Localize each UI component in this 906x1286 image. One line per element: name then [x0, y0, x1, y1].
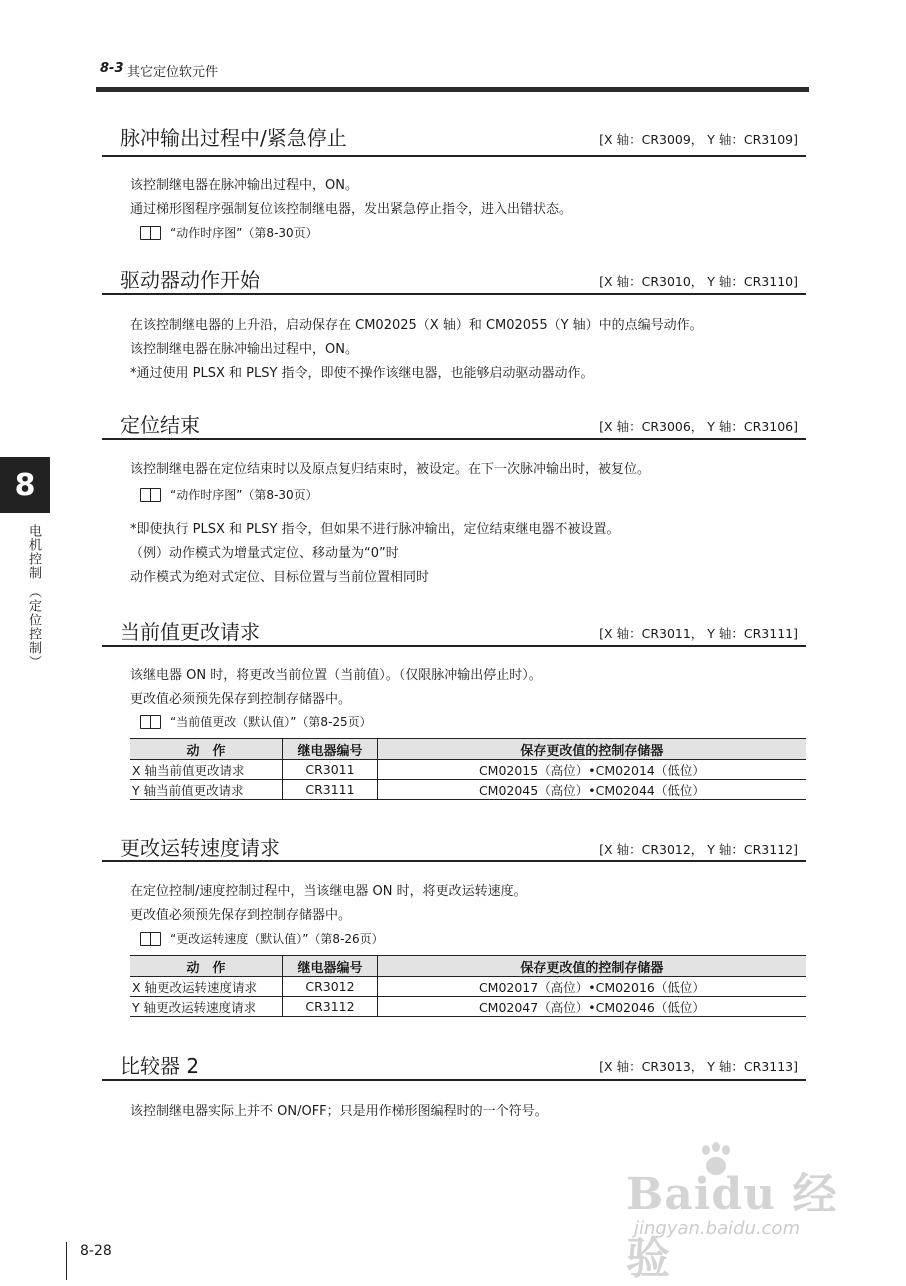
table-cell: CR3111 [283, 780, 378, 800]
table-cell: X 轴当前值更改请求 [130, 760, 283, 780]
table-cell: CM02045（高位）•CM02044（低位） [377, 780, 806, 800]
section-code-current-value-change: [X 轴：CR3011， Y 轴：CR3111] [599, 626, 798, 641]
table-cell: Y 轴更改运转速度请求 [130, 997, 283, 1017]
table-header-row [130, 739, 806, 760]
section-rule [102, 155, 806, 157]
reference-link[interactable] [140, 486, 318, 503]
table-row [130, 760, 806, 780]
chapter-side-label: 电机控制 （定位控制） [26, 524, 41, 670]
section-rule [102, 438, 806, 440]
chapter-number: 8-3 [100, 61, 124, 76]
reference-link[interactable] [140, 713, 372, 730]
table-header: 动 作 [130, 956, 283, 977]
section-rule [102, 293, 806, 295]
book-icon [140, 226, 162, 240]
current-value-table [130, 738, 806, 800]
section-code-comparator-2: [X 轴：CR3013， Y 轴：CR3113] [599, 1059, 798, 1074]
table-row [130, 997, 806, 1017]
paragraph: 该控制继电器在脉冲输出过程中，ON。 [130, 178, 358, 193]
table-header: 动 作 [130, 739, 283, 760]
paragraph: 该控制继电器在定位结束时以及原点复归结束时，被设定。在下一次脉冲输出时，被复位。 [130, 462, 651, 477]
note: *即使执行 PLSX 和 PLSY 指令，但如果不进行脉冲输出，定位结束继电器不被设置。 [130, 522, 620, 537]
watermark-url: jingyan.baidu.com [634, 1218, 801, 1239]
chapter-title: 其它定位软元件 [127, 65, 219, 80]
section-code-emergency-stop: [X 轴：CR3009， Y 轴：CR3109] [599, 132, 798, 147]
table-row [130, 780, 806, 800]
paragraph: 在该控制继电器的上升沿，启动保存在 CM02025（X 轴）和 CM02055（Y 轴）中的点编号动作。 [130, 318, 703, 333]
book-icon [140, 488, 162, 502]
paragraph: 该控制继电器实际上并不 ON/OFF；只是用作梯形图编程时的一个符号。 [130, 1104, 548, 1119]
paragraph: 该控制继电器在脉冲输出过程中，ON。 [130, 342, 358, 357]
table-cell: X 轴更改运转速度请求 [130, 977, 283, 997]
section-rule [102, 1079, 806, 1081]
reference-text: “动作时序图”（第8-30页） [170, 226, 318, 240]
section-title-comparator-2: 比较器 2 [120, 1054, 200, 1078]
section-rule [102, 645, 806, 647]
book-icon [140, 715, 162, 729]
section-code-positioning-end: [X 轴：CR3006， Y 轴：CR3106] [599, 419, 798, 434]
paragraph: *通过使用 PLSX 和 PLSY 指令，即使不操作该继电器，也能够启动驱动器动作。 [130, 366, 594, 381]
section-code-drive-start: [X 轴：CR3010， Y 轴：CR3110] [599, 274, 798, 289]
section-title-emergency-stop: 脉冲输出过程中/紧急停止 [120, 126, 347, 150]
page-number: 8-28 [80, 1243, 112, 1259]
section-title-current-value-change: 当前值更改请求 [120, 620, 260, 644]
reference-link[interactable] [140, 930, 384, 947]
table-header-row [130, 956, 806, 977]
paragraph: 更改值必须预先保存到控制存储器中。 [130, 692, 352, 707]
section-title-drive-start: 驱动器动作开始 [120, 268, 260, 292]
baidu-watermark [626, 1150, 846, 1284]
table-header: 继电器编号 [283, 739, 378, 760]
table-header: 保存更改值的控制存储器 [377, 739, 806, 760]
table-cell: CM02047（高位）•CM02046（低位） [377, 997, 806, 1017]
section-rule [102, 860, 806, 862]
reference-text: “动作时序图”（第8-30页） [170, 488, 318, 502]
section-title-speed-change: 更改运转速度请求 [120, 836, 280, 860]
table-cell: CM02015（高位）•CM02014（低位） [377, 760, 806, 780]
table-cell: CR3012 [283, 977, 378, 997]
table-row [130, 977, 806, 997]
section-code-speed-change: [X 轴：CR3012， Y 轴：CR3112] [599, 842, 798, 857]
table-cell: CR3112 [283, 997, 378, 1017]
table-cell: Y 轴当前值更改请求 [130, 780, 283, 800]
speed-change-table [130, 955, 806, 1017]
book-icon [140, 932, 162, 946]
table-cell: CR3011 [283, 760, 378, 780]
paragraph: 在定位控制/速度控制过程中，当该继电器 ON 时，将更改运转速度。 [130, 884, 527, 899]
paragraph: 该继电器 ON 时，将更改当前位置（当前值）。（仅限脉冲输出停止时）。 [130, 668, 542, 683]
paragraph: 更改值必须预先保存到控制存储器中。 [130, 908, 352, 923]
chapter-side-tab: 8 [0, 457, 50, 513]
reference-text: “当前值更改（默认值）”（第8-25页） [170, 715, 372, 729]
paragraph: 通过梯形图程序强制复位该控制继电器，发出紧急停止指令，进入出错状态。 [130, 202, 573, 217]
header-rule [96, 87, 809, 92]
section-title-positioning-end: 定位结束 [120, 413, 200, 437]
reference-text: “更改运转速度（默认值）”（第8-26页） [170, 932, 384, 946]
reference-link[interactable] [140, 224, 318, 241]
table-header: 保存更改值的控制存储器 [377, 956, 806, 977]
note: （例）动作模式为增量式定位、移动量为“0”时 [130, 546, 399, 561]
table-cell: CM02017（高位）•CM02016（低位） [377, 977, 806, 997]
note: 动作模式为绝对式定位、目标位置与当前位置相同时 [130, 570, 430, 585]
table-header: 继电器编号 [283, 956, 378, 977]
footer-rule [66, 1242, 67, 1280]
watermark-brand: Baidu 经验 [626, 1169, 838, 1284]
